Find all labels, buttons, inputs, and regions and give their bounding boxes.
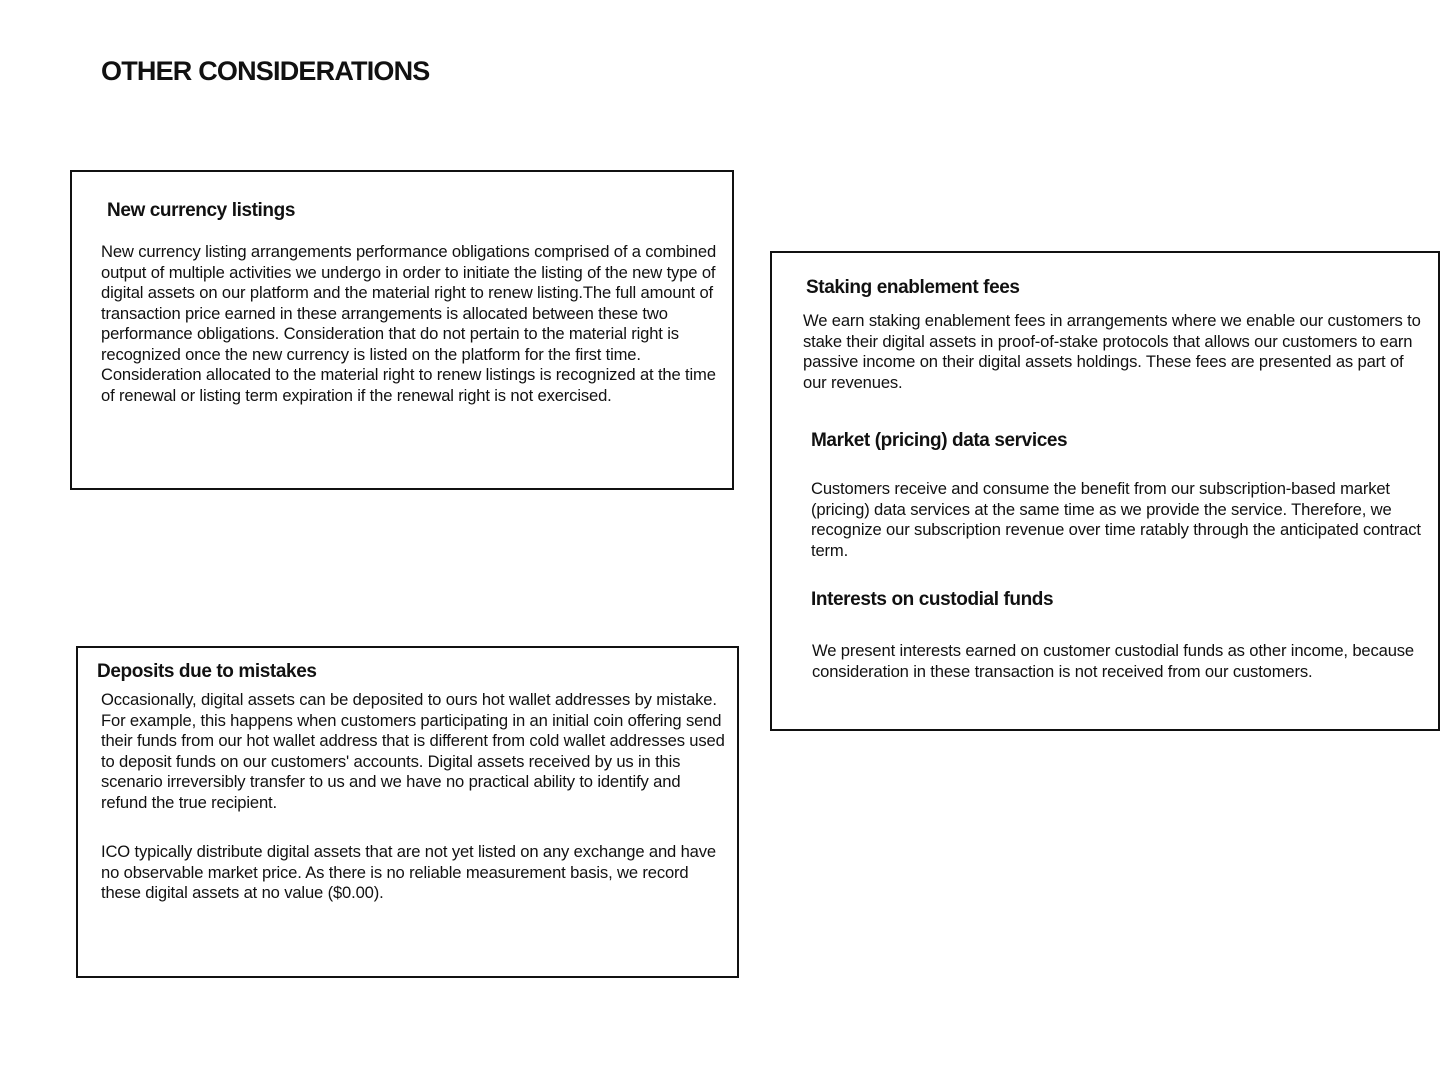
market-data-services-text: Customers receive and consume the benefit from our subscription-based market (pricing) data services at the same time as we provide the service. Therefore, we recognize our subscription revenue over time ratably through the anticipated contract term.	[811, 479, 1421, 560]
deposits-due-to-mistakes-text-2: ICO typically distribute digital assets that are not yet listed on any exchange and have no observable market price. As there is no reliable measurement basis, we record these digital assets at no value ($0.00).	[101, 842, 716, 902]
new-currency-listings-heading: New currency listings	[107, 200, 296, 221]
staking-enablement-fees-text: We earn staking enablement fees in arrangements where we enable our customers to stake their digital assets in proof-of-stake protocols that allows our customers to earn passive income on their digital assets holdings. These fees are presented as part of our revenues.	[803, 311, 1421, 392]
interests-on-custodial-funds-text: We present interests earned on customer custodial funds as other income, because consideration in these transaction is not received from our customers.	[812, 641, 1415, 681]
deposits-due-to-mistakes-heading: Deposits due to mistakes	[97, 661, 317, 682]
deposits-due-to-mistakes-text-1: Occasionally, digital assets can be deposited to ours hot wallet addresses by mistake. For example, this happens when customers participating in an initial coin offering send their funds from our hot wallet address that is different from cold wallet addresses used to deposit funds on our customers' accounts. Digital assets received by us in this scenario irreversibly transfer to us and we have no practical ability to identify and refund the true recipient.	[101, 690, 725, 812]
page-title: OTHER CONSIDERATIONS	[101, 56, 430, 86]
market-data-services-heading: Market (pricing) data services	[811, 430, 1068, 451]
deposits-due-to-mistakes-box	[76, 646, 739, 978]
new-currency-listings-box	[70, 170, 734, 490]
interests-on-custodial-funds-heading: Interests on custodial funds	[811, 589, 1054, 610]
revenue-streams-box	[770, 251, 1440, 731]
staking-enablement-fees-heading: Staking enablement fees	[806, 277, 1020, 298]
new-currency-listings-text: New currency listing arrangements performance obligations comprised of a combined output of multiple activities we undergo in order to initiate the listing of the new type of digital assets on our platform and the material right to renew listing.The full amount of transaction price earned in these arrangements is allocated between these two performance obligations. Consideration that do not pertain to the material right is recognized once the new currency is listed on the platform for the first time. Consideration allocated to the material right to renew listings is recognized at the time of renewal or listing term expiration if the renewal right is not exercised.	[101, 242, 717, 405]
